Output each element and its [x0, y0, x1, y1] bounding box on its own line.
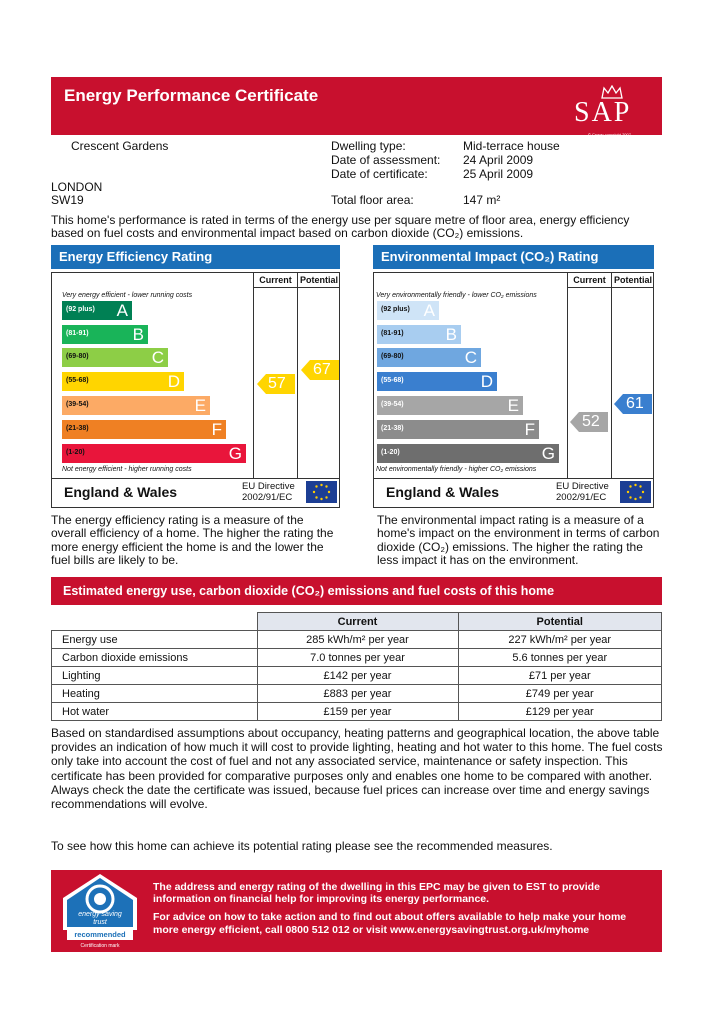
estimates-col-current: Current [257, 613, 458, 631]
environment-col-potential: Potential [613, 275, 652, 285]
estimates-banner [51, 577, 662, 605]
detail-value-certificate: 25 April 2009 [463, 167, 534, 181]
detail-label-dwelling: Dwelling type: [331, 139, 406, 153]
efficiency-bottom-caption: Not energy efficient - higher running costs [62, 466, 192, 473]
environment-chart [373, 272, 654, 508]
energy-saving-logo [57, 872, 143, 950]
footer-phone: 0800 512 012 [285, 924, 350, 936]
environment-potential-value: 61 [626, 395, 644, 412]
efficiency-top-caption: Very energy efficient - lower running costs [62, 292, 193, 299]
footer-banner [51, 870, 662, 952]
table-row: Hot water £159 per year £129 per year [52, 703, 662, 721]
environment-potential-pointer [614, 394, 652, 414]
logo-recommended: recommended [74, 930, 126, 939]
efficiency-band-g: (1-20) G [62, 444, 246, 463]
efficiency-directive: EU Directive 2002/91/EC [242, 481, 295, 503]
address-line1: Crescent Gardens [71, 139, 169, 153]
efficiency-panel [51, 245, 340, 508]
environment-bottom-caption: Not environmentally friendly - higher CO₂ emissions [376, 466, 537, 473]
detail-value-floor-area: 147 m² [463, 193, 501, 207]
environment-band-f: (21-38) F [377, 420, 539, 439]
efficiency-description: The energy efficiency rating is a measure of the overall efficiency of a home. The higher the rating the more energy efficient the home is and the lower the fuel bills are likely to be. [51, 513, 334, 568]
intro-text: This home's performance is rated in terms of the energy use per square metre of floor area, energy efficiency based on fuel costs and environmental impact based on carbon dioxide [51, 213, 630, 241]
detail-label-certificate: Date of certificate: [331, 167, 428, 181]
environment-band-b: (81-91) B [377, 325, 461, 344]
environment-band-e: (39-54) E [377, 396, 523, 415]
environment-panel-title: Environmental Impact (CO₂) Rating [373, 245, 654, 269]
logo-cert-mark: Certification mark [80, 943, 120, 949]
estimates-col-potential: Potential [458, 613, 662, 631]
eu-flag-icon [620, 481, 651, 503]
environment-current-pointer [570, 412, 608, 432]
environment-current-value: 52 [582, 413, 600, 430]
environment-region: England & Wales [386, 484, 500, 500]
footer-text2: For advice on how to take action and to find out about offers available to help make your home more energy efficient, call 0800 512 012 or visit www.energysavingtrust.org.uk/myhome [153, 911, 627, 936]
estimates-table [51, 612, 662, 721]
table-row: Energy use 285 kWh/m² per year 227 kWh/m² per year [52, 631, 662, 649]
page-title: Energy Performance Certificate [64, 86, 319, 105]
intro-co2: (CO₂) emissions. [432, 226, 524, 241]
efficiency-col-current: Current [259, 275, 292, 285]
estimates-col-blank [52, 613, 258, 631]
efficiency-chart [51, 272, 340, 508]
address-postcode: SW19 [51, 193, 84, 207]
sap-copyright: © Crown copyright 2007 [588, 132, 631, 137]
eu-flag-icon [306, 481, 337, 503]
efficiency-potential-pointer [301, 360, 339, 380]
sap-logo [574, 85, 650, 137]
environment-band-a: (92 plus) A [377, 301, 439, 320]
detail-value-assessment: 24 April 2009 [463, 153, 534, 167]
environment-panel [373, 245, 654, 508]
detail-label-floor-area: Total floor area: [331, 193, 414, 207]
intro-paragraph [51, 214, 663, 241]
estimates-title: Estimated energy use, carbon dioxide (CO₂) emissions and fuel costs of this home [63, 584, 555, 598]
see-measures-text: To see how this home can achieve its potential rating please see the recommended measures. [51, 839, 553, 853]
efficiency-current-pointer [257, 374, 295, 394]
address-city: LONDON [51, 180, 103, 194]
efficiency-band-b: (81-91) B [62, 325, 148, 344]
efficiency-band-c: (69-80) C [62, 348, 168, 367]
logo-line2: trust [93, 919, 107, 926]
detail-label-assessment: Date of assessment: [331, 153, 441, 167]
table-row: Heating £883 per year £749 per year [52, 685, 662, 703]
detail-value-dwelling: Mid-terrace house [463, 139, 560, 153]
environment-band-g: (1-20) G [377, 444, 559, 463]
efficiency-col-potential: Potential [299, 275, 338, 285]
efficiency-band-a: (92 plus) A [62, 301, 132, 320]
environment-band-d: (55-68) D [377, 372, 497, 391]
efficiency-band-d: (55-68) D [62, 372, 184, 391]
efficiency-band-e: (39-54) E [62, 396, 210, 415]
environment-directive: EU Directive 2002/91/EC [556, 481, 609, 503]
environment-band-c: (69-80) C [377, 348, 481, 367]
efficiency-region: England & Wales [64, 484, 178, 500]
logo-line1: energy saving [78, 911, 122, 918]
table-row: Carbon dioxide emissions 7.0 tonnes per year 5.6 tonnes per year [52, 649, 662, 667]
environment-description: The environmental impact rating is a measure of a home's impact on the environment in terms of carbon dioxide (CO₂) emissions. The higher the rating the less impact it has on the environment. [377, 513, 660, 568]
environment-top-caption: Very environmentally friendly - lower CO₂ emissions [376, 292, 537, 299]
title-banner [51, 77, 662, 135]
efficiency-panel-title: Energy Efficiency Rating [51, 245, 340, 269]
footer-text1: The address and energy rating of the dwelling in this EPC may be given to EST to provide information on financial help for improving its energy performance. [153, 881, 600, 905]
environment-col-current: Current [573, 275, 606, 285]
efficiency-current-value: 57 [268, 375, 286, 392]
efficiency-potential-value: 67 [313, 361, 331, 378]
footer-url-link[interactable]: www.energysavingtrust.org.uk/myhome [389, 924, 590, 936]
efficiency-band-f: (21-38) F [62, 420, 226, 439]
sap-letters: SAP [574, 97, 632, 128]
explanation-paragraph: Based on standardised assumptions about occupancy, heating patterns and geographical location, the above table provides an indication of how much it will cost to provide lighting, heating and hot water to this home. The fuel costs only take into account the cost of fuel and not any associated service, maintenance or safety inspection. This certificate has been provided for comparative purposes only and enables one home to be compared with another. Always check the date the certificate was issued, because fuel prices can increase over time and energy savings recommendations will evolve. [51, 726, 663, 812]
table-row: Lighting £142 per year £71 per year [52, 667, 662, 685]
